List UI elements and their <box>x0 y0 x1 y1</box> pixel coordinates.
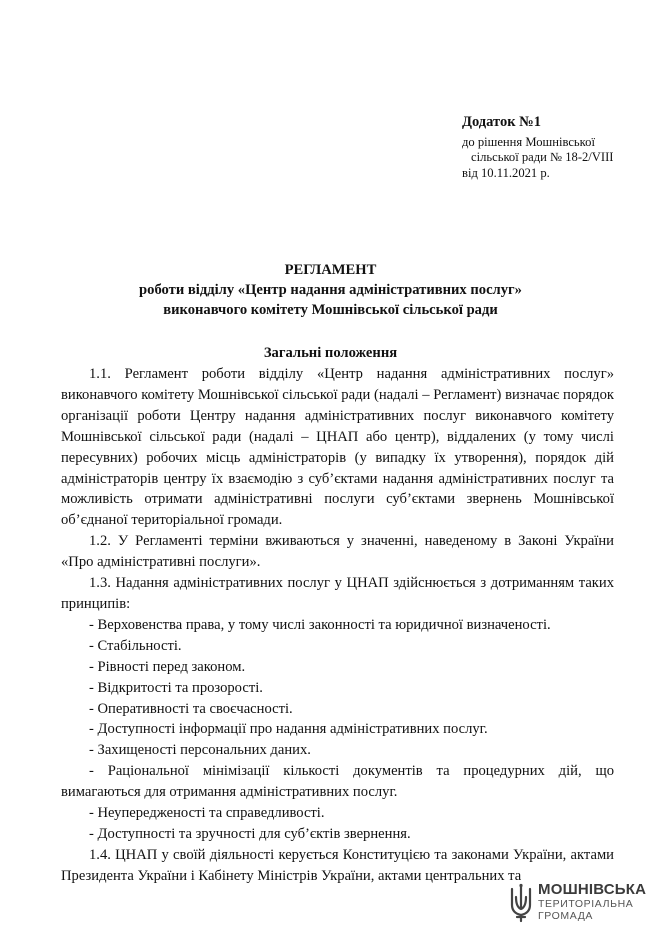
document-title: РЕГЛАМЕНТ <box>284 262 377 278</box>
trident-emblem-icon <box>508 883 534 923</box>
principle-item: - Неупередженості та справедливості. <box>89 805 325 822</box>
logo-line-3: ГРОМАДА <box>538 910 594 922</box>
principle-item: - Стабільності. <box>89 637 182 654</box>
logo-line-1: МОШНІВСЬКА <box>538 881 647 898</box>
principle-item: - Оперативності та своєчасності. <box>89 700 293 717</box>
annex-block <box>462 115 613 181</box>
principle-item: - Доступності та зручності для суб’єктів звернення. <box>89 825 411 842</box>
paragraph-1-4: 1.4. ЦНАП у своїй діяльності керується Конституцією та законами України, актами Президента України і Кабінету Міністрів України, актами центральних та <box>61 846 614 884</box>
annex-line-1: до рішення Мошнівської <box>462 134 595 149</box>
annex-line-2: сільської ради № 18-2/VIII <box>471 150 614 164</box>
principle-item: - Відкритості та прозорості. <box>89 679 263 696</box>
logo-text <box>538 881 646 922</box>
annex-title: Додаток №1 <box>462 114 541 130</box>
document-subtitle-line-1: роботи відділу «Центр надання адміністративних послуг» <box>139 282 522 298</box>
paragraph-1-2: 1.2. У Регламенті терміни вживаються у значенні, наведеному в Законі України «Про адміністративні послуги». <box>61 533 614 571</box>
document-subtitle-line-2: виконавчого комітету Мошнівської сільської ради <box>163 302 498 318</box>
principle-item: - Верховенства права, у тому числі законності та юридичної визначеності. <box>89 616 551 633</box>
annex-line-3: від 10.11.2021 р. <box>462 165 550 180</box>
section-title: Загальні положення <box>263 345 398 361</box>
principle-item: - Раціональної мінімізації кількості документів та процедурних дій, що вимагаються для отримання адміністративних послуг. <box>61 763 614 801</box>
paragraph-1-1: 1.1. Регламент роботи відділу «Центр надання адміністративних послуг» виконавчого комітету Мошнівської сільської ради (надалі – Регламент) визначає порядок організації роботи Центру надання адміністративних послуг виконавчого комітету Мошнівської сільської ради (надалі – ЦНАП або центр), віддалених (у тому числі пересувних) робочих місць адміністраторів (у випадку їх утворення), порядок дій адміністраторів центру їх взаємодію з суб’єктами надання адміністративних послуг та можливість отримати адміністративні послуги суб’єктами звернень Мошнівської об’єднаної територіальної громади. <box>61 366 614 529</box>
principle-item: - Рівності перед законом. <box>89 658 246 675</box>
document-body <box>61 364 614 887</box>
principle-item: - Захищеності персональних даних. <box>89 742 311 759</box>
document-heading <box>0 260 661 320</box>
paragraph-1-3: 1.3. Надання адміністративних послуг у ЦНАП здійснюється з дотриманням таких принципів: <box>61 575 614 612</box>
principle-item: - Доступності інформації про надання адміністративних послуг. <box>89 721 488 738</box>
logo-line-2: ТЕРИТОРІАЛЬНА <box>538 898 634 910</box>
community-logo <box>508 881 648 927</box>
